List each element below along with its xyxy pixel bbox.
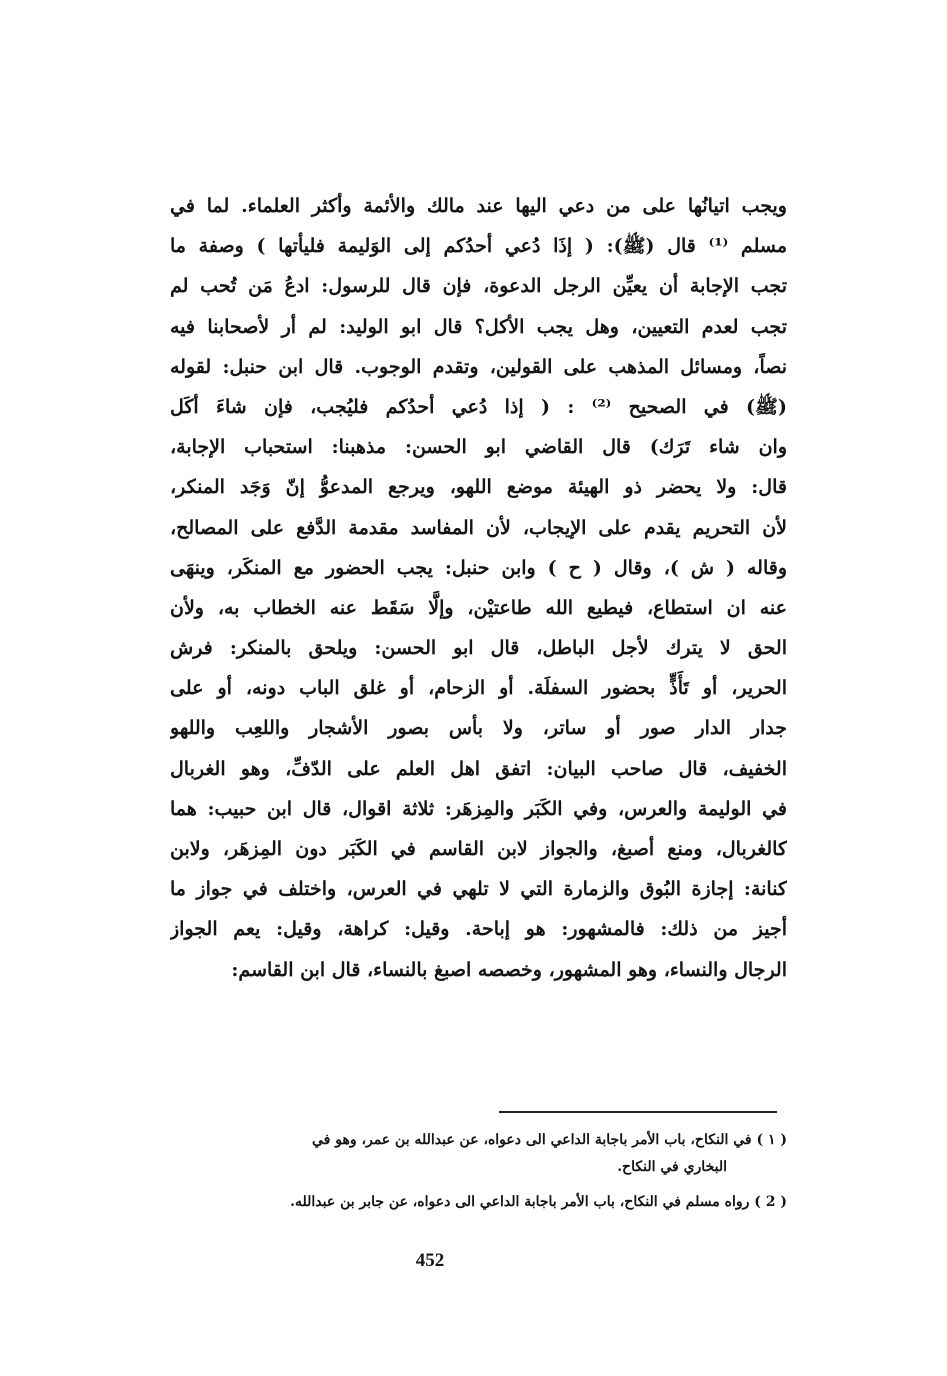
text-line-6: (ﷺ) في الصحيح ⁽²⁾ : ( إذا دُعي أحدُكم فليُجب، فإن شاءَ أكَل — [170, 395, 787, 418]
footnote-1-text: في النكاح، باب الأمر باجابة الداعي الى دعواه، عن عبدالله بن عمر، وهو في — [311, 1132, 752, 1148]
footnote-1-marker: ( ١ ) — [756, 1132, 787, 1148]
footnote-2-marker: ( 2 ) — [754, 1194, 787, 1210]
footnotes — [175, 1127, 787, 1216]
footnote-separator — [499, 1111, 777, 1113]
text-line-11: عنه ان استطاع، فيطيع الله طاعتيْن، وإلَّا سَقَط عنه الخطاب به، ولأن — [170, 596, 787, 619]
text-line-10: وقاله ( ش )، وقال ( ح ) وابن حنبل: يجب الحضور مع المنكَر، وينهَى — [170, 556, 787, 579]
text-line-15: الخفيف، قال صاحب البيان: اتفق اهل العلم على الدّفِّ، وهو الغربال — [170, 757, 787, 780]
text-line-2: مسلم ⁽¹⁾ قال (ﷺ): ( إذَا دُعي أحدُكم إلى الوَليمة فليأتها ) وصفة ما — [170, 235, 787, 258]
text-line-12: الحق لا يترك لأجل الباطل، قال ابو الحسن: ويلحق بالمنكر: فرش — [170, 637, 787, 660]
footnote-1-continuation: البخاري في النكاح. — [617, 1159, 727, 1175]
text-line-19: أجيز من ذلك: فالمشهور: هو إباحة. وقيل: كراهة، وقيل: يعم الجواز — [170, 918, 787, 941]
text-line-7: وان شاء تَرَك) قال القاضي ابو الحسن: مذهبنا: استحباب الإجابة، — [170, 436, 787, 459]
page-number: 452 — [415, 1250, 445, 1271]
text-line-13: الحرير، أو تَأَذٍّ بحضور السفلَة. أو الزحام، أو غلق الباب دونه، أو على — [170, 677, 787, 700]
text-line-8: قال: ولا يحضر ذو الهيئة موضع اللهو، ويرجع المدعوُّ إنّ وَجَد المنكر، — [170, 476, 787, 499]
text-line-5: نصاً، ومسائل المذهب على القولين، وتقدم الوجوب. قال ابن حنبل: لقوله — [170, 355, 787, 378]
text-line-14: جدار الدار صور أو ساتر، ولا بأس بصور الأشجار واللعِب واللهو — [170, 717, 787, 740]
text-line-4: تجب لعدم التعيين، وهل يجب الأكل؟ قال ابو الوليد: لم أر لأصحابنا فيه — [170, 315, 787, 338]
main-text-block — [170, 186, 787, 990]
footnote-1 — [175, 1127, 787, 1154]
text-line-1: ويجب اتيانُها على من دعي اليها عند مالك والأئمة وأكثر العلماء. لما في — [170, 195, 787, 217]
text-line-20: الرجال والنساء، وهو المشهور، وخصصه اصبغ بالنساء، قال ابن القاسم: — [231, 958, 787, 981]
footnote-2 — [175, 1189, 787, 1216]
text-line-17: كالغربال، ومنع أصبغ، والجواز لابن القاسم في الكَبَر دون المِزهَر، ولابن — [170, 838, 787, 860]
footnote-2-text: رواه مسلم في النكاح، باب الأمر باجابة الداعي الى دعواه، عن جابر بن عبدالله. — [290, 1194, 750, 1210]
text-line-9: لأن التحريم يقدم على الإيجاب، لأن المفاسد مقدمة الدَّفع على المصالح، — [170, 516, 787, 539]
text-line-18: كنانة: إجازة البُوق والزمارة التي لا تلهي في العرس، واختلف في جواز ما — [170, 878, 787, 901]
text-line-3: تجب الإجابة أن يعيِّن الرجل الدعوة، فإن قال للرسول: ادعُ مَن تُحب لم — [170, 275, 787, 298]
text-line-16: في الوليمة والعرس، وفي الكَبَر والمِزهَر: ثلاثة اقوال، قال ابن حبيب: هما — [170, 797, 787, 820]
